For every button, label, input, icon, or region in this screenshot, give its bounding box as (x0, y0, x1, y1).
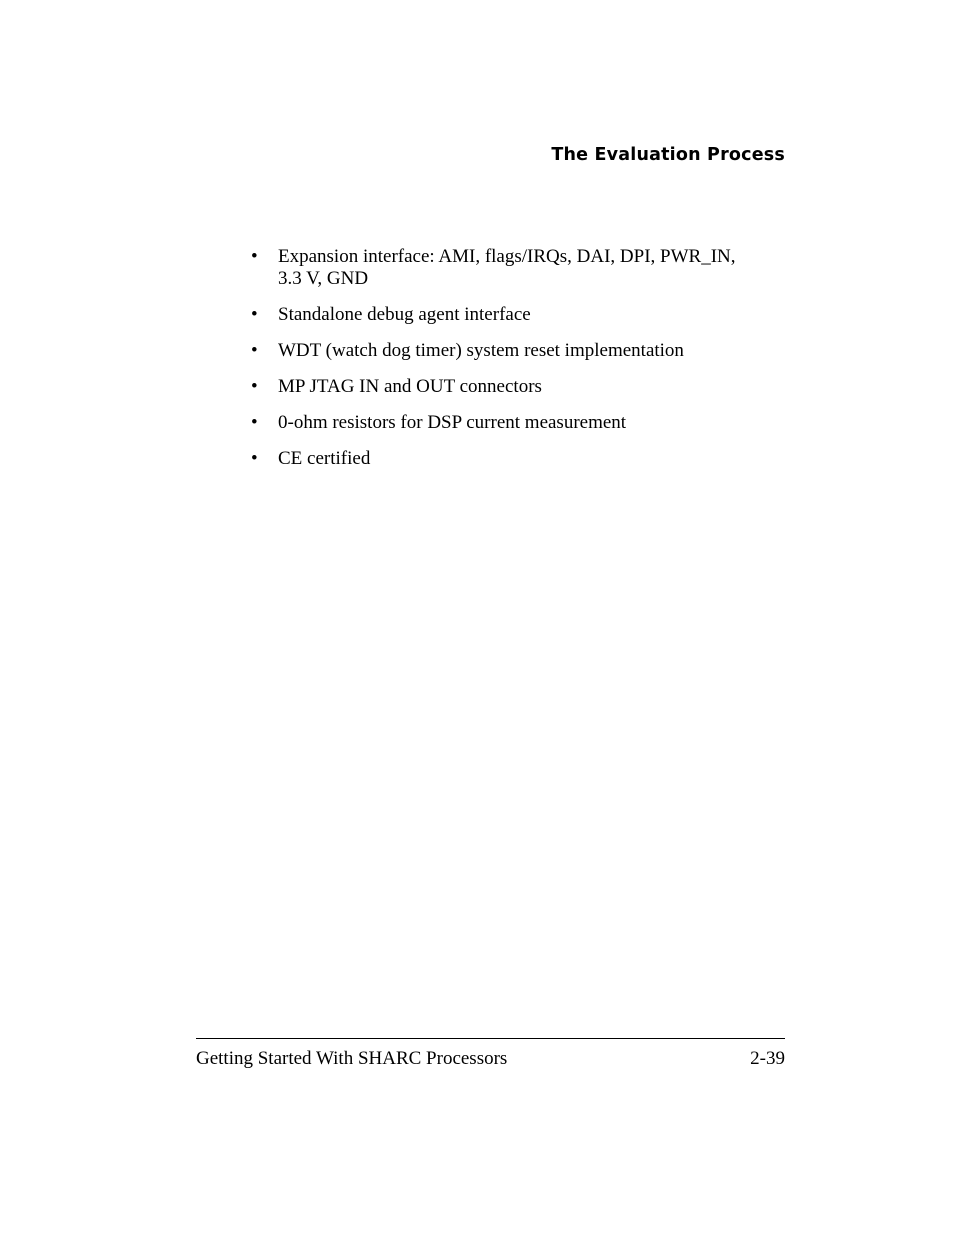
list-item-text: CE certified (278, 448, 371, 469)
list-item-text: 0-ohm resistors for DSP current measurement (278, 412, 627, 433)
footer-book-title: Getting Started With SHARC Processors (196, 1048, 508, 1069)
bullet-icon: • (251, 376, 258, 397)
list-item-text: Standalone debug agent interface (278, 304, 531, 325)
page-footer (196, 1048, 785, 1070)
bullet-icon: • (251, 246, 258, 267)
list-item (251, 412, 751, 434)
list-item-text: MP JTAG IN and OUT connectors (278, 376, 542, 397)
footer-divider (196, 1038, 785, 1039)
feature-bullet-list (251, 246, 751, 484)
list-item (251, 304, 751, 326)
bullet-icon: • (251, 412, 258, 433)
running-header-title: The Evaluation Process (551, 145, 785, 165)
footer-page-number: 2-39 (750, 1048, 785, 1069)
list-item (251, 376, 751, 398)
list-item (251, 448, 751, 470)
bullet-icon: • (251, 448, 258, 469)
list-item-text-line-2: 3.3 V, GND (278, 268, 369, 289)
list-item-text: WDT (watch dog timer) system reset implementation (278, 340, 684, 361)
bullet-icon: • (251, 304, 258, 325)
bullet-icon: • (251, 340, 258, 361)
list-item (251, 246, 751, 290)
list-item (251, 340, 751, 362)
list-item-text-line-1: Expansion interface: AMI, flags/IRQs, DAI, DPI, PWR_IN, (278, 246, 736, 267)
